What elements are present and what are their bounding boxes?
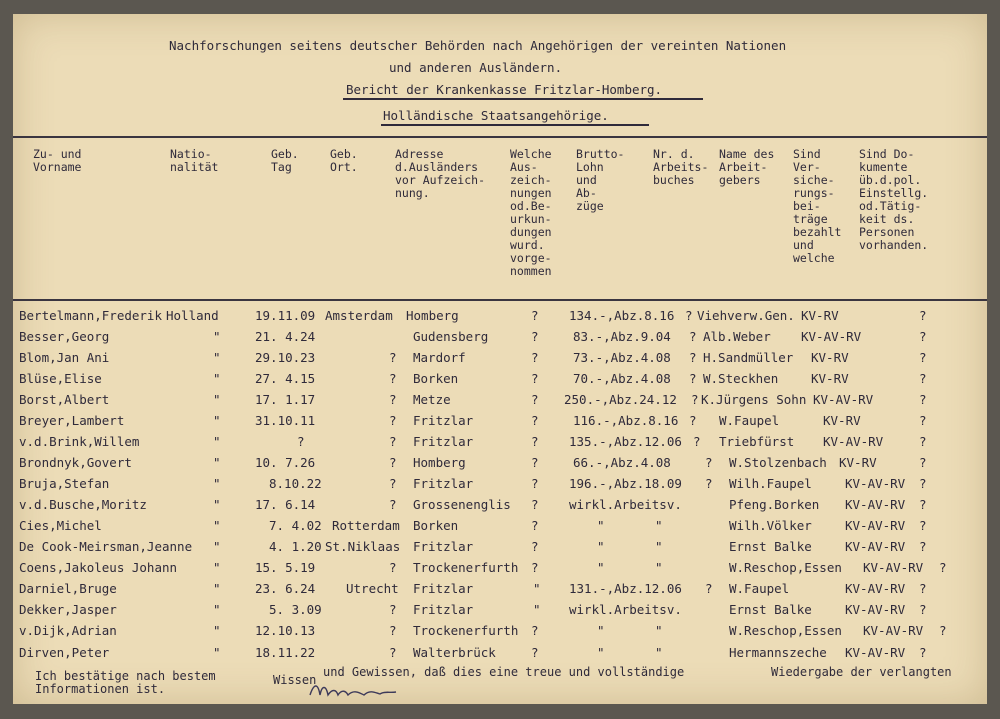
cell-documents: ? [919, 602, 927, 617]
cell-records: ? [531, 539, 539, 554]
cell-wage: 131.-,Abz.12.06 [569, 581, 682, 596]
cell-wage: 196.-,Abz.18.09 [569, 476, 682, 491]
cell-employer: Hermannszeche [729, 645, 827, 660]
cell-birth-place: ? [389, 413, 397, 428]
cell-birth-date: 18.11.22 [255, 645, 316, 660]
cell-address: Homberg [406, 308, 459, 323]
cell-records: ? [531, 308, 539, 323]
cell-address: Borken [413, 518, 459, 533]
footer-line-1b: Wissen [273, 673, 317, 687]
cell-wage: wirkl.Arbeitsv. [569, 602, 682, 617]
cell-insurance: KV-AV-RV [863, 623, 924, 638]
document-sheet [13, 14, 987, 704]
footer-line-2: Informationen ist. [35, 682, 166, 696]
cell-documents: ? [919, 371, 927, 386]
cell-birth-place: ? [389, 645, 397, 660]
cell-employer: Triebfürst [719, 434, 795, 449]
cell-records: ? [531, 392, 539, 407]
cell-name: v.d.Busche,Moritz [19, 497, 147, 512]
cell-birth-place: ? [389, 455, 397, 470]
cell-name: Borst,Albert [19, 392, 110, 407]
cell-records: " [533, 602, 541, 617]
cell-nationality: " [213, 560, 221, 575]
cell-birth-date: 17. 6.14 [255, 497, 316, 512]
cell-birth-date: 10. 7.26 [255, 455, 316, 470]
cell-address: Mardorf [413, 350, 466, 365]
cell-employer: Wilh.Völker [729, 518, 812, 533]
col-header-address: Adresse d.Ausländers vor Aufzeich- nung. [395, 147, 486, 200]
cell-documents: ? [939, 560, 947, 575]
col-header-employer: Name des Arbeit- gebers [719, 147, 775, 187]
cell-insurance: KV-AV-RV [801, 329, 862, 344]
cell-insurance: KV-AV-RV [845, 602, 906, 617]
cell-workbook: ? [705, 476, 713, 491]
cell-insurance: KV-AV-RV [813, 392, 874, 407]
cell-nationality: " [213, 392, 221, 407]
cell-employer: W.Reschop,Essen [729, 623, 842, 638]
cell-insurance: KV-RV [823, 413, 861, 428]
cell-birth-place: Utrecht [346, 581, 399, 596]
cell-address: Fritzlar [413, 602, 474, 617]
cell-nationality: " [213, 413, 221, 428]
cell-name: Brondnyk,Govert [19, 455, 132, 470]
cell-birth-date: 29.10.23 [255, 350, 316, 365]
cell-name: Besser,Georg [19, 329, 110, 344]
cell-nationality: " [213, 602, 221, 617]
header-bottom-rule [13, 299, 987, 301]
cell-nationality: " [213, 350, 221, 365]
cell-employer: K.Jürgens Sohn [701, 392, 807, 407]
cell-address: Fritzlar [413, 413, 474, 428]
cell-birth-place: ? [389, 602, 397, 617]
cell-address: Metze [413, 392, 451, 407]
cell-workbook: ? [693, 434, 701, 449]
cell-address: Fritzlar [413, 539, 474, 554]
title-line-1: Nachforschungen seitens deutscher Behörden nach Angehörigen der vereinten Nationen [169, 38, 787, 53]
title-line-2: und anderen Ausländern. [389, 60, 563, 75]
cell-records: ? [531, 329, 539, 344]
cell-address: Walterbrück [413, 645, 496, 660]
cell-birth-date: 8.10.22 [269, 476, 322, 491]
cell-records: ? [531, 497, 539, 512]
cell-employer: W.Reschop,Essen [729, 560, 842, 575]
cell-nationality: " [213, 581, 221, 596]
cell-insurance: KV-AV-RV [823, 434, 884, 449]
cell-insurance: KV-AV-RV [845, 476, 906, 491]
cell-nationality: " [213, 476, 221, 491]
cell-employer: W.Faupel [729, 581, 790, 596]
cell-wage: " [597, 539, 605, 554]
cell-birth-place: ? [389, 623, 397, 638]
cell-birth-date: 17. 1.17 [255, 392, 316, 407]
cell-insurance: KV-AV-RV [863, 560, 924, 575]
cell-name: Dekker,Jasper [19, 602, 117, 617]
cell-records: ? [531, 623, 539, 638]
cell-employer: Ernst Balke [729, 539, 812, 554]
col-header-name: Zu- und Vorname [33, 147, 82, 174]
cell-insurance: KV-RV [811, 350, 849, 365]
cell-wage: wirkl.Arbeitsv. [569, 497, 682, 512]
cell-name: Blüse,Elise [19, 371, 102, 386]
cell-birth-date: 31.10.11 [255, 413, 316, 428]
cell-name: Coens,Jakoleus Johann [19, 560, 178, 575]
cell-records: ? [531, 645, 539, 660]
cell-wage: " [597, 560, 605, 575]
cell-birth-date: 15. 5.19 [255, 560, 316, 575]
cell-workbook: " [655, 560, 663, 575]
cell-birth-place: ? [389, 497, 397, 512]
cell-records: ? [531, 455, 539, 470]
cell-address: Homberg [413, 455, 466, 470]
cell-name: De Cook-Meirsman,Jeanne [19, 539, 193, 554]
section-title: Holländische Staatsangehörige. [383, 108, 609, 123]
cell-wage: 134.-,Abz.8.16 [569, 308, 675, 323]
cell-wage: 66.-,Abz.4.08 [573, 455, 671, 470]
cell-wage: 83.-,Abz.9.04 [573, 329, 671, 344]
cell-name: Breyer,Lambert [19, 413, 125, 428]
cell-wage: 250.-,Abz.24.12 [564, 392, 677, 407]
cell-employer: Pfeng.Borken [729, 497, 820, 512]
cell-wage: " [597, 645, 605, 660]
cell-name: Bruja,Stefan [19, 476, 110, 491]
cell-insurance: KV-AV-RV [845, 581, 906, 596]
cell-name: Darniel,Bruge [19, 581, 117, 596]
cell-birth-place: Rotterdam [332, 518, 400, 533]
cell-address: Grossenenglis [413, 497, 511, 512]
signature-image [308, 679, 398, 701]
cell-nationality: " [213, 518, 221, 533]
footer-line-1d: Wiedergabe der verlangten [771, 665, 952, 679]
cell-birth-date: ? [297, 434, 305, 449]
cell-address: Borken [413, 371, 459, 386]
cell-nationality: " [213, 455, 221, 470]
cell-birth-date: 7. 4.02 [269, 518, 322, 533]
cell-birth-place: ? [389, 392, 397, 407]
col-header-workbook: Nr. d. Arbeits- buches [653, 147, 709, 187]
cell-documents: ? [919, 455, 927, 470]
col-header-birth-place: Geb. Ort. [330, 147, 358, 174]
cell-nationality: Holland [166, 308, 219, 323]
cell-birth-place: ? [389, 560, 397, 575]
cell-documents: ? [919, 434, 927, 449]
cell-workbook: ? [689, 413, 697, 428]
cell-birth-date: 27. 4.15 [255, 371, 316, 386]
cell-workbook: ? [689, 329, 697, 344]
cell-birth-date: 12.10.13 [255, 623, 316, 638]
cell-workbook: " [655, 645, 663, 660]
cell-documents: ? [919, 392, 927, 407]
cell-wage: 135.-,Abz.12.06 [569, 434, 682, 449]
cell-documents: ? [919, 539, 927, 554]
cell-employer: W.Stolzenbach [729, 455, 827, 470]
cell-employer: W.Faupel [719, 413, 780, 428]
cell-address: Fritzlar [413, 434, 474, 449]
cell-documents: ? [919, 497, 927, 512]
cell-records: ? [531, 560, 539, 575]
cell-birth-date: 19.11.09 [255, 308, 316, 323]
cell-workbook: " [655, 623, 663, 638]
cell-documents: ? [919, 308, 927, 323]
cell-workbook: " [655, 518, 663, 533]
cell-insurance: KV-AV-RV [845, 497, 906, 512]
cell-wage: " [597, 623, 605, 638]
cell-nationality: " [213, 623, 221, 638]
cell-workbook: ? [689, 371, 697, 386]
cell-name: Bertelmann,Frederik [19, 308, 162, 323]
cell-wage: 70.-,Abz.4.08 [573, 371, 671, 386]
cell-birth-place: ? [389, 476, 397, 491]
cell-records: ? [531, 371, 539, 386]
cell-address: Gudensberg [413, 329, 489, 344]
cell-records: ? [531, 518, 539, 533]
report-underline [343, 98, 703, 100]
cell-name: v.d.Brink,Willem [19, 434, 140, 449]
cell-birth-date: 23. 6.24 [255, 581, 316, 596]
cell-birth-place: Amsterdam [325, 308, 393, 323]
cell-birth-date: 21. 4.24 [255, 329, 316, 344]
cell-wage: 73.-,Abz.4.08 [573, 350, 671, 365]
col-header-nationality: Natio- nalität [170, 147, 219, 174]
cell-birth-place: ? [389, 350, 397, 365]
footer-line-1a: Ich bestätige nach bestem [35, 669, 216, 683]
cell-documents: ? [919, 350, 927, 365]
cell-insurance: KV-RV [801, 308, 839, 323]
cell-documents: ? [919, 581, 927, 596]
header-top-rule [13, 136, 987, 138]
cell-workbook: ? [689, 350, 697, 365]
cell-workbook: ? [685, 308, 693, 323]
cell-workbook: ? [691, 392, 699, 407]
cell-name: Cies,Michel [19, 518, 102, 533]
cell-employer: Ernst Balke [729, 602, 812, 617]
cell-nationality: " [213, 434, 221, 449]
cell-birth-place: St.Niklaas [325, 539, 401, 554]
cell-records: ? [531, 413, 539, 428]
report-title: Bericht der Krankenkasse Fritzlar-Homberg. [346, 82, 663, 97]
cell-nationality: " [213, 371, 221, 386]
footer-line-1c: und Gewissen, daß dies eine treue und vollständige [323, 665, 685, 679]
cell-documents: ? [919, 413, 927, 428]
cell-name: Dirven,Peter [19, 645, 110, 660]
cell-address: Fritzlar [413, 476, 474, 491]
col-header-records: Welche Aus- zeich- nungen od.Be- urkun- dungen wurd. vorge- nommen [510, 147, 552, 278]
cell-nationality: " [213, 539, 221, 554]
cell-insurance: KV-RV [839, 455, 877, 470]
section-underline [381, 124, 649, 126]
cell-insurance: KV-RV [811, 371, 849, 386]
cell-workbook: " [655, 539, 663, 554]
cell-name: Blom,Jan Ani [19, 350, 110, 365]
cell-employer: Wilh.Faupel [729, 476, 812, 491]
cell-wage: 116.-,Abz.8.16 [573, 413, 679, 428]
cell-insurance: KV-AV-RV [845, 645, 906, 660]
col-header-documents: Sind Do- kumente üb.d.pol. Einstellg. od.Tätig- keit ds. Personen vorhanden. [859, 147, 929, 252]
cell-documents: ? [919, 329, 927, 344]
cell-nationality: " [213, 329, 221, 344]
cell-employer: Alb.Weber [703, 329, 771, 344]
col-header-insurance: Sind Ver- siche- rungs- bei- träge bezahlt und welche [793, 147, 842, 265]
cell-birth-date: 5. 3.09 [269, 602, 322, 617]
col-header-wage: Brutto- Lohn und Ab- züge [576, 147, 625, 213]
cell-nationality: " [213, 497, 221, 512]
cell-records: " [533, 581, 541, 596]
cell-documents: ? [939, 623, 947, 638]
cell-workbook: ? [705, 455, 713, 470]
cell-nationality: " [213, 645, 221, 660]
cell-birth-place: ? [389, 371, 397, 386]
cell-name: v.Dijk,Adrian [19, 623, 117, 638]
cell-address: Trockenerfurth [413, 623, 519, 638]
cell-documents: ? [919, 476, 927, 491]
cell-address: Fritzlar [413, 581, 474, 596]
col-header-birth-date: Geb. Tag [271, 147, 299, 174]
cell-insurance: KV-AV-RV [845, 539, 906, 554]
cell-workbook: ? [705, 581, 713, 596]
cell-records: ? [531, 350, 539, 365]
cell-employer: H.Sandmüller [703, 350, 794, 365]
cell-employer: W.Steckhen [703, 371, 779, 386]
cell-address: Trockenerfurth [413, 560, 519, 575]
cell-birth-date: 4. 1.20 [269, 539, 322, 554]
cell-documents: ? [919, 518, 927, 533]
cell-documents: ? [919, 645, 927, 660]
cell-records: ? [531, 434, 539, 449]
cell-records: ? [531, 476, 539, 491]
cell-wage: " [597, 518, 605, 533]
cell-employer: Viehverw.Gen. [697, 308, 795, 323]
cell-birth-place: ? [389, 434, 397, 449]
cell-insurance: KV-AV-RV [845, 518, 906, 533]
